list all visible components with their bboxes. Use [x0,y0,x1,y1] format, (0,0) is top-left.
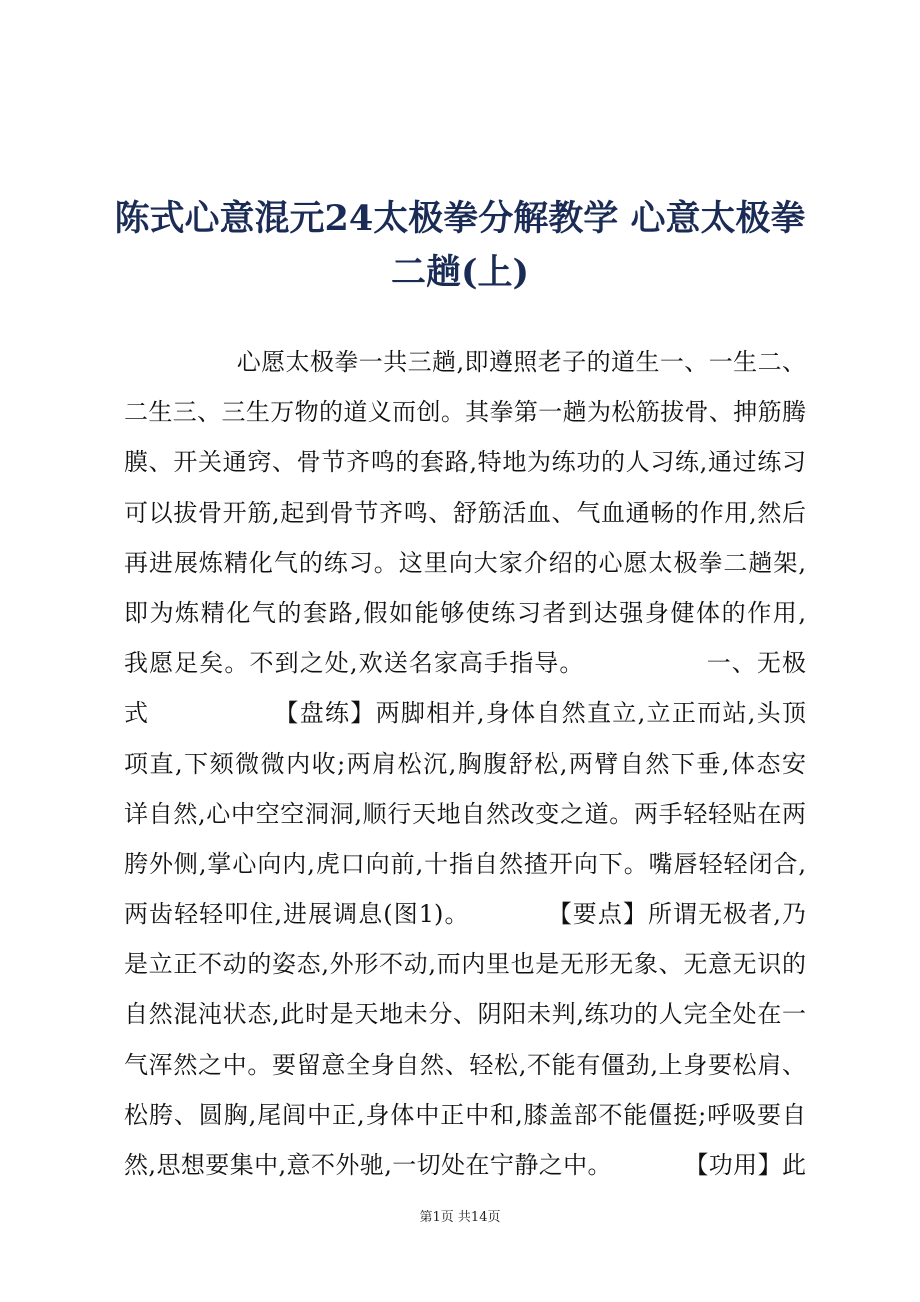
text-line: 膜、开关通窍、骨节齐鸣的套路,特地为练功的人习练,通过练习 [124,448,806,477]
text-line: 二生三、三生万物的道义而创。其拳第一趟为松筋拔骨、抻筋腾 [124,398,806,427]
text-line: 然,思想要集中,意不外驰,一切处在宁静之中。 【功用】此 [124,1151,806,1179]
page-footer: 第1页 共14页 [419,1210,501,1225]
text-line: 即为炼精化气的套路,假如能够使练习者到达强身健体的作用, [124,598,806,627]
body-text [124,337,806,1190]
text-line: 气浑然之中。要留意全身自然、轻松,不能有僵劲,上身要松肩、 [124,1050,806,1079]
text-line: 再进展炼精化气的练习。这里向大家介绍的心愿太极拳二趟架, [124,548,806,577]
document-title: 陈式心意混元24太极拳分解教学 心意太极拳二趟(上) [114,198,806,293]
text-line: 我愿足矣。不到之处,欢送名家高手指导。 一、无极 [124,649,806,678]
text-line: 可以拔骨开筋,起到骨节齐鸣、舒筋活血、气血通畅的作用,然后 [124,498,806,527]
text-line: 胯外侧,掌心向内,虎口向前,十指自然揸开向下。嘴唇轻轻闭合, [124,849,806,878]
text-line: 是立正不动的姿态,外形不动,而内里也是无形无象、无意无识的 [124,950,806,979]
text-line: 松胯、圆胸,尾闾中正,身体中正中和,膝盖部不能僵挺;呼吸要自 [124,1100,806,1129]
text-line: 详自然,心中空空洞洞,顺行天地自然改变之道。两手轻轻贴在两 [124,799,806,828]
text-line: 两齿轻轻叩住,进展调息(图1)。 【要点】所谓无极者,乃 [124,900,806,929]
text-line: 项直,下颏微微内收;两肩松沉,胸腹舒松,两臂自然下垂,体态安 [124,749,806,778]
text-line: 心愿太极拳一共三趟,即遵照老子的道生一、一生二、 [124,348,806,376]
text-line: 式 【盘练】两脚相并,身体自然直立,立正而站,头顶 [124,699,806,728]
text-line: 自然混沌状态,此时是天地未分、阴阳未判,练功的人完全处在一 [124,1000,806,1029]
